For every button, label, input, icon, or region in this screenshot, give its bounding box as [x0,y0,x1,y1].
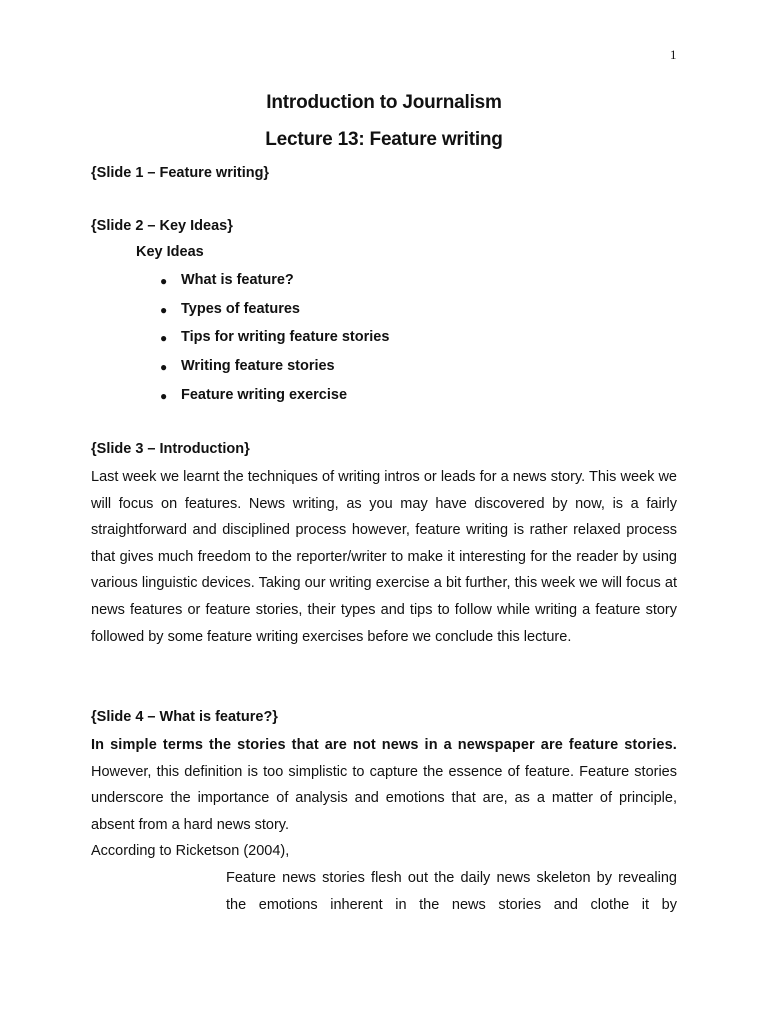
bullet-icon: ● [160,274,168,288]
slide4-heading: {Slide 4 – What is feature?} [91,709,278,725]
bullet-icon: ● [160,360,168,375]
slide1-heading: {Slide 1 – Feature writing} [91,165,270,181]
document-subtitle: Lecture 13: Feature writing [265,129,503,150]
page-number: 1 [670,47,677,62]
bullet-icon: ● [160,331,168,346]
list-item: ● Feature writing exercise [160,386,348,403]
list-item: ● Types of features [160,300,300,317]
block-quote: Feature news stories flesh out the daily news skeleton by revealing the emotions inherent in the news stories and clothe it by [226,870,677,913]
citation-intro: According to Ricketson (2004), [91,843,290,859]
key-ideas-label: Key Ideas [136,244,204,260]
document-title: Introduction to Journalism [266,92,502,113]
list-item: ● Writing feature stories [160,358,335,375]
slide3-paragraph: Last week we learnt the techniques of writing intros or leads for a news story. This week we will focus on features. News writing, as you may have discovered by now, is a fairly straightforward and disciplined process however, feature writing is rather relaxed process that gives much freedom to the reporter/writer to make it interesting for the reader by using various linguistic devices. Taking our writing exercise a bit further, this week we will focus at news features or feature stories, their types and tips to follow while writing a feature story followed by some feature writing exercises before we conclude this lecture. [91,469,677,645]
list-item: ● What is feature? [160,272,294,288]
list-item: ● Tips for writing feature stories [160,329,390,346]
slide3-heading: {Slide 3 – Introduction} [91,441,250,457]
slide4-paragraph [91,732,677,838]
slide2-heading: {Slide 2 – Key Ideas} [91,218,233,234]
bullet-icon: ● [160,302,168,317]
key-ideas-list [160,272,389,415]
slide4-lead: In simple terms the stories that are not news in a newspaper are feature stories. [91,737,677,753]
bullet-icon: ● [160,388,168,403]
slide4-body: However, this definition is too simplistic to capture the essence of feature. Feature stories underscore the importance of analysis and emotions that are, as a matter of principle, absent from a hard news story. [91,763,677,833]
